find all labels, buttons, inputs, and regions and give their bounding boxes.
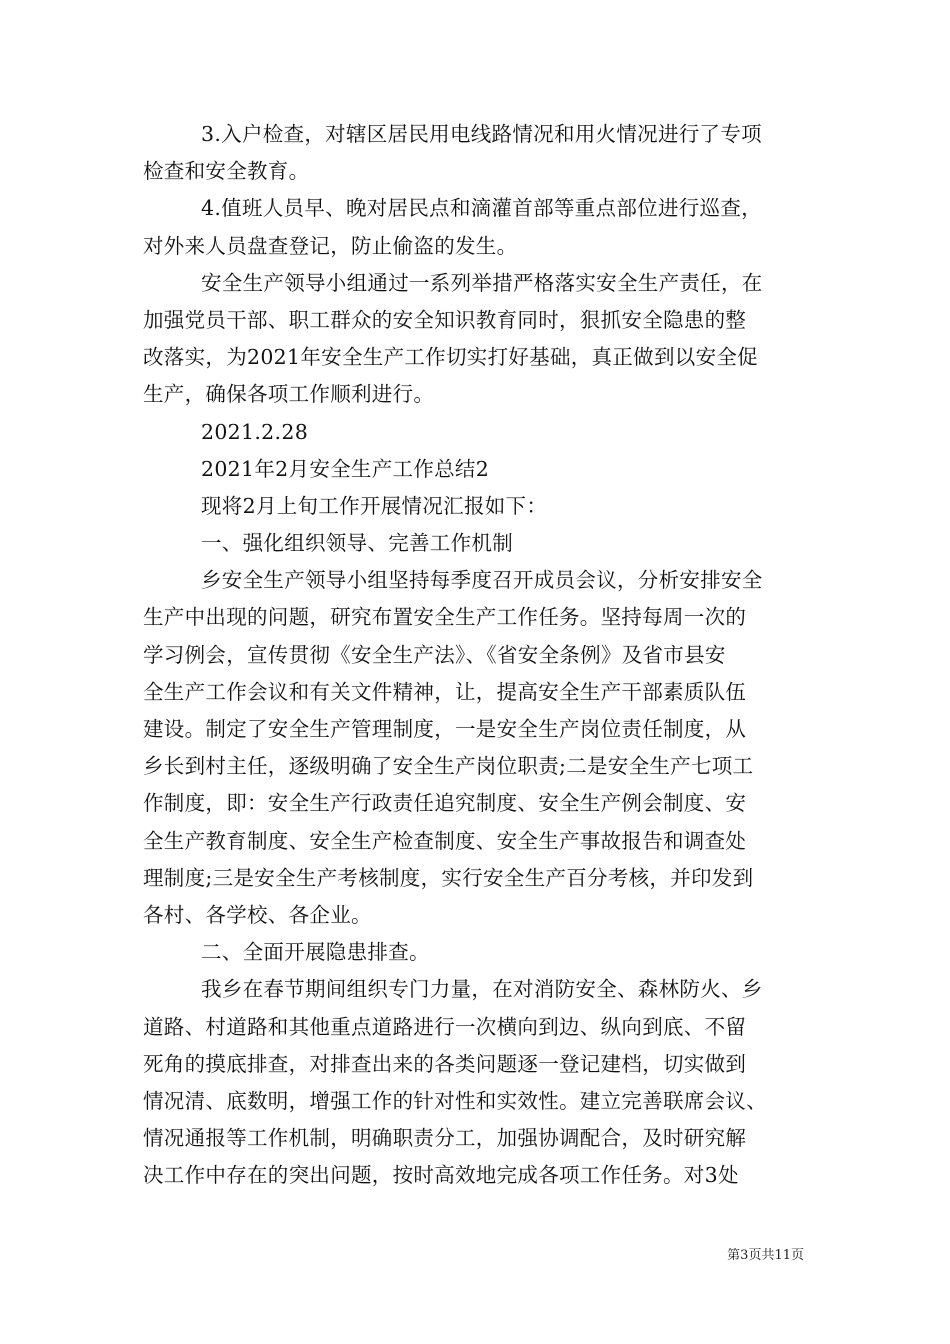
paragraph-line: 安全生产领导小组通过一系列举措严格落实安全生产责任，在 <box>201 270 763 295</box>
paragraph-line: 道路、村道路和其他重点道路进行一次横向到边、纵向到底、不留 <box>143 1014 747 1039</box>
paragraph-line: 4.值班人员早、晚对居民点和滴灌首部等重点部位进行巡查， <box>201 196 762 221</box>
paragraph-line: 乡安全生产领导小组坚持每季度召开成员会议，分析安排安全 <box>201 568 763 593</box>
paragraph-line: 我乡在春节期间组织专门力量，在对消防安全、森林防火、乡 <box>201 977 763 1002</box>
paragraph-line: 理制度;三是安全生产考核制度，实行安全生产百分考核，并印发到 <box>143 865 754 890</box>
paragraph-line: 决工作中存在的突出问题，按时高效地完成各项工作任务。对3处 <box>143 1163 739 1188</box>
body-text <box>143 116 823 1194</box>
page-number: 第3页共11页 <box>727 1248 804 1263</box>
date-line: 2021.2.28 <box>201 419 309 444</box>
paragraph-line: 死角的摸底排查，对排查出来的各类问题逐一登记建档，切实做到 <box>143 1051 747 1076</box>
paragraph-line: 3.入户检查，对辖区居民用电线路情况和用火情况进行了专项 <box>201 122 762 146</box>
paragraph-line: 作制度，即：安全生产行政责任追究制度、安全生产例会制度、安 <box>143 791 747 816</box>
paragraph-line: 建设。制定了安全生产管理制度，一是安全生产岗位责任制度，从 <box>143 717 747 741</box>
paragraph-line: 学习例会，宣传贯彻《安全生产法》、《省安全条例》及省市县安 <box>143 642 726 667</box>
section-title: 2021年2月安全生产工作总结2 <box>201 456 490 481</box>
paragraph-line: 情况清、底数明，增强工作的针对性和实效性。建立完善联席会议、 <box>143 1088 767 1113</box>
paragraph-line: 乡长到村主任，逐级明确了安全生产岗位职责;二是安全生产七项工 <box>143 754 754 779</box>
paragraph-line: 加强党员干部、职工群众的安全知识教育同时，狠抓安全隐患的整 <box>143 307 747 332</box>
paragraph-line: 全生产教育制度、安全生产检查制度、安全生产事故报告和调查处 <box>143 828 747 853</box>
paragraph-line: 现将2月上旬工作开展情况汇报如下： <box>201 493 548 518</box>
paragraph-line: 生产，确保各项工作顺利进行。 <box>143 382 435 407</box>
paragraph-line: 检查和安全教育。 <box>143 159 310 184</box>
paragraph-line: 各村、各学校、各企业。 <box>143 902 372 927</box>
paragraph-line: 对外来人员盘查登记，防止偷盗的发生。 <box>143 233 518 258</box>
paragraph-line: 情况通报等工作机制，明确职责分工，加强协调配合，及时研究解 <box>143 1126 747 1151</box>
section-heading: 一、强化组织领导、完善工作机制 <box>201 531 513 556</box>
section-heading: 二、全面开展隐患排查。 <box>201 940 430 965</box>
paragraph-line: 生产中出现的问题，研究布置安全生产工作任务。坚持每周一次的 <box>143 605 747 630</box>
paragraph-line: 全生产工作会议和有关文件精神，让，提高安全生产干部素质队伍 <box>143 679 747 704</box>
paragraph-line: 改落实，为2021年安全生产工作切实打好基础，真正做到以安全促 <box>143 345 758 370</box>
